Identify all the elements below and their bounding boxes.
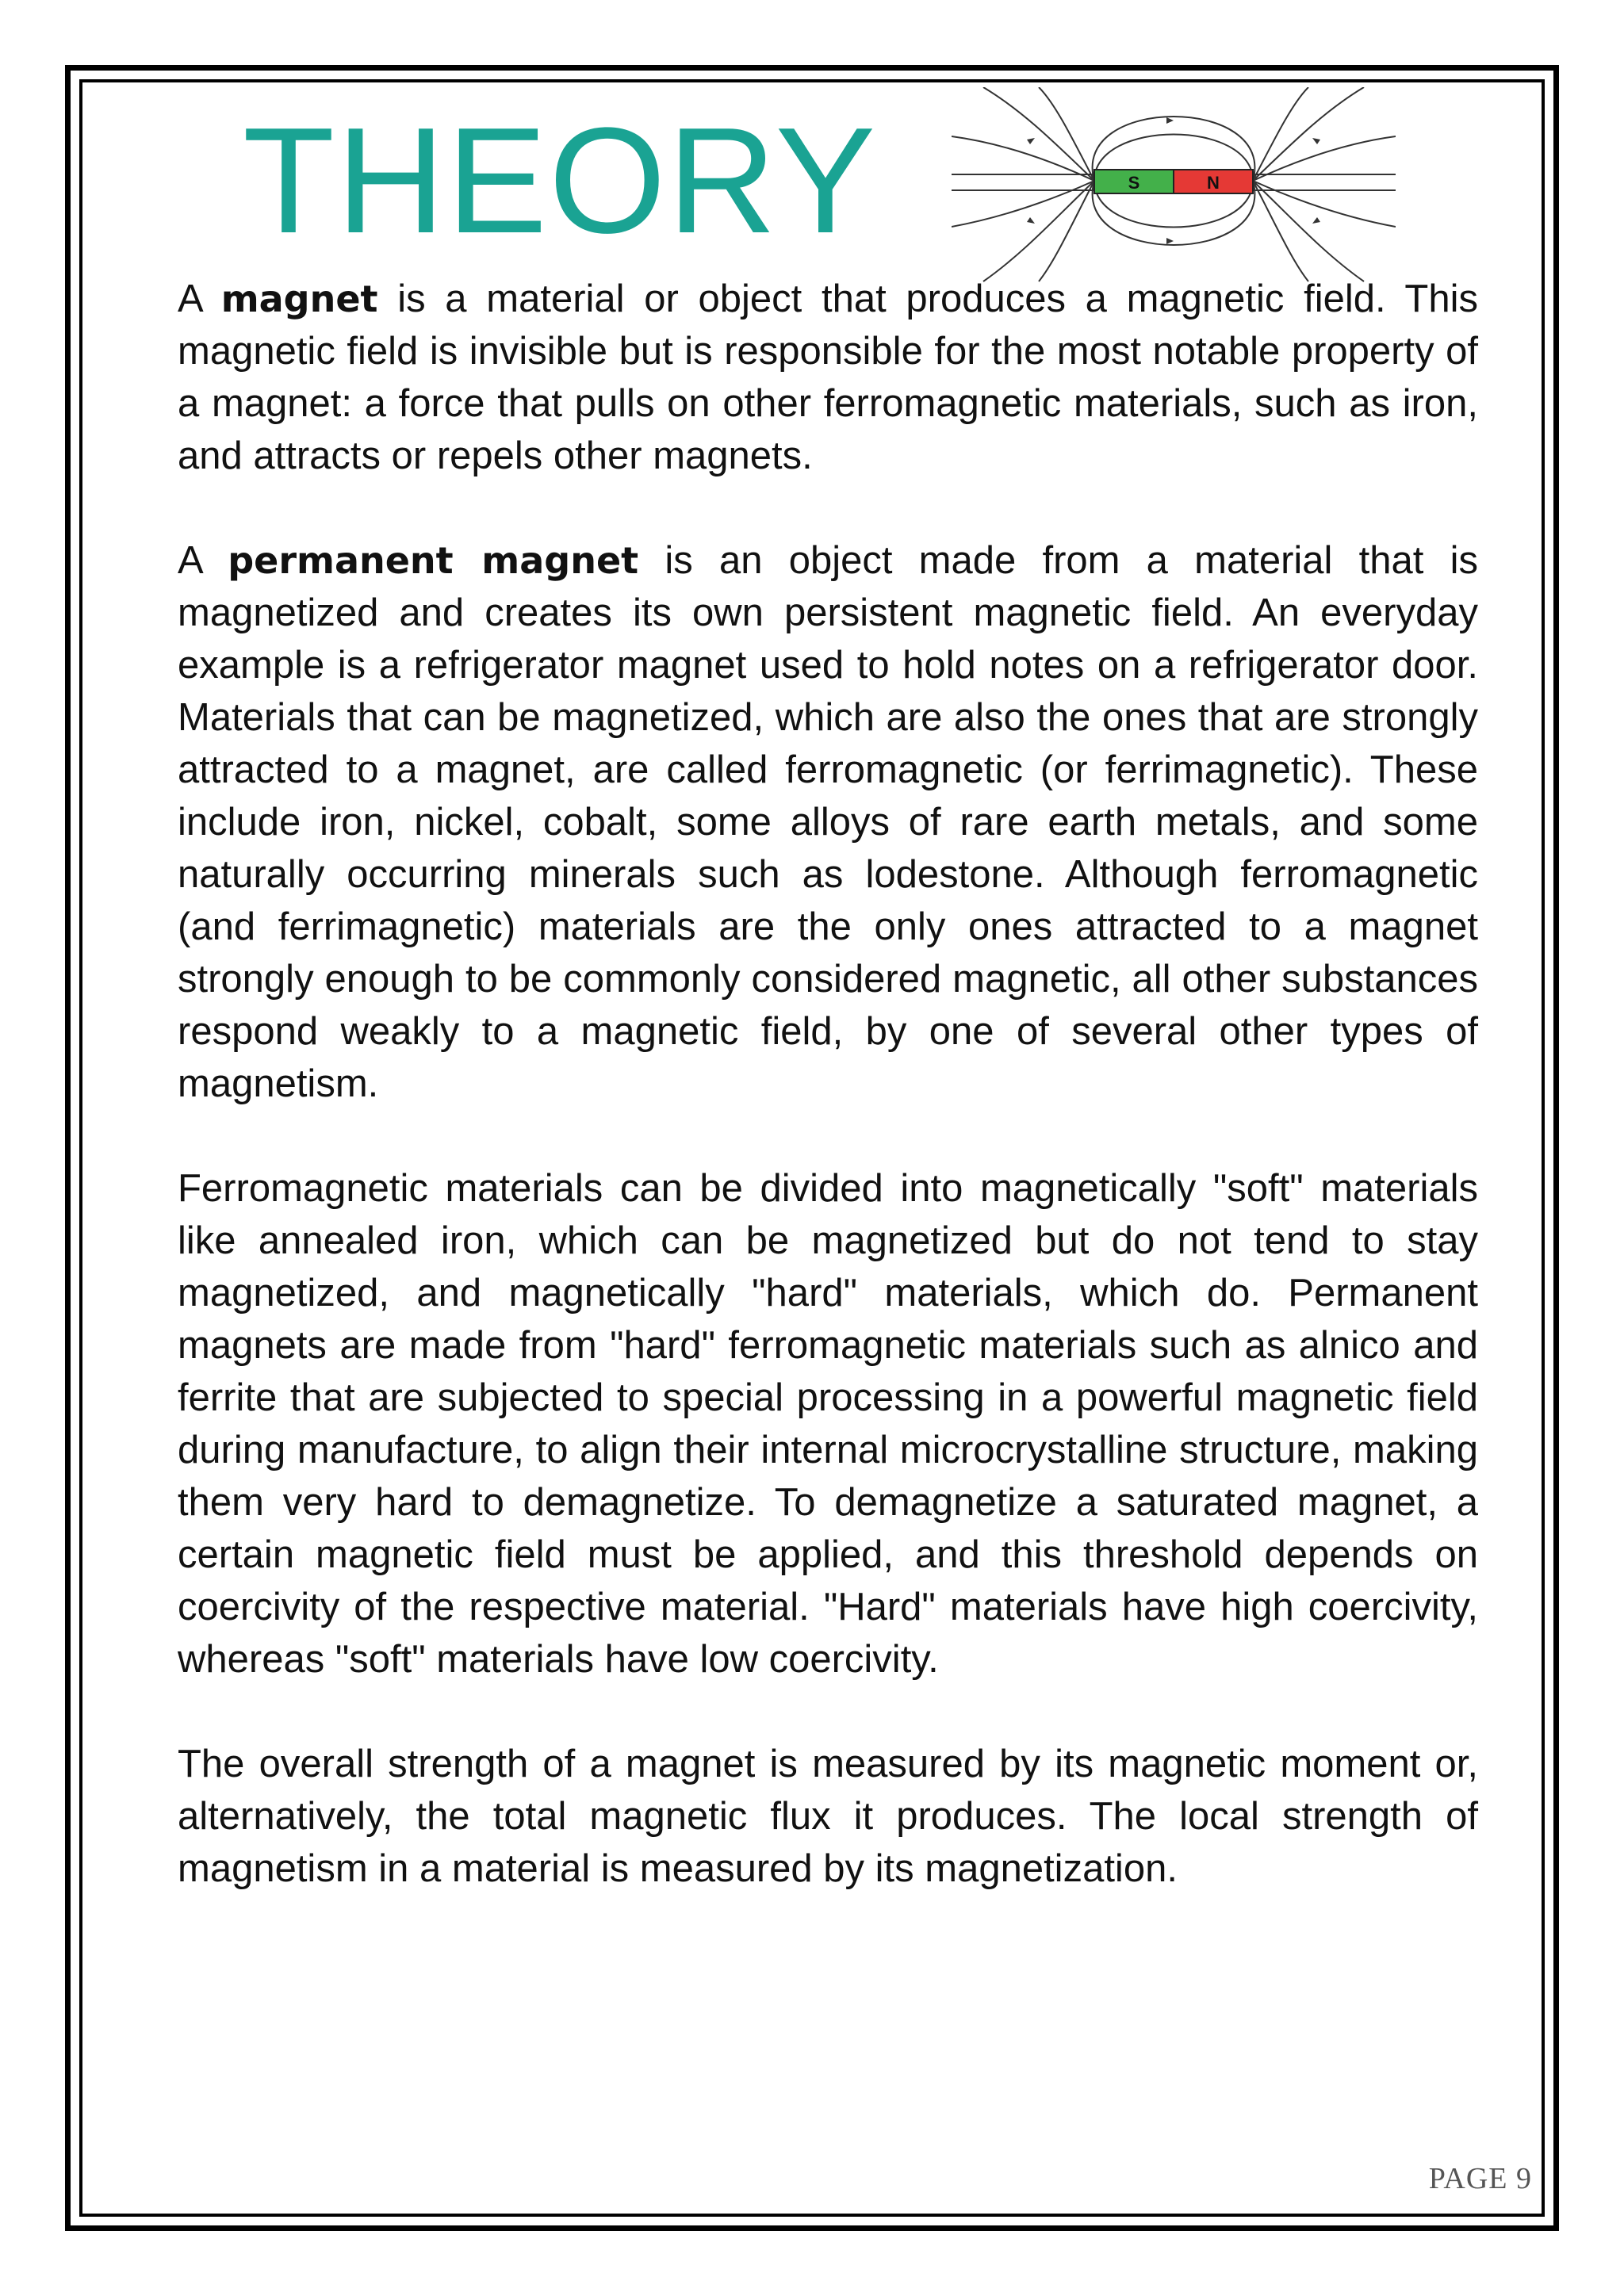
bar-magnet-field-figure bbox=[952, 87, 1396, 285]
paragraph-permanent-magnet bbox=[178, 534, 1478, 1110]
south-pole-label: S bbox=[1128, 173, 1140, 193]
north-pole-label: N bbox=[1207, 173, 1220, 193]
paragraph-text: is an object made from a material that is magnetized and creates its own persistent magnetic field. An everyday example is a refrigerator magnet used to hold notes on a refrigerator door. Materials that can be magnetized, which are also the ones that are strongly attracted to a magnet, are called ferromagnetic (or ferrimagnetic). These include iron, nickel, cobalt, some alloys of rare earth metals, and some naturally occurring minerals such as lodestone. Although ferromagnetic (and ferrimagnetic) materials are the only ones attracted to a magnet strongly enough to be commonly considered magnetic, all other substances respond weakly to a magnetic field, by one of several other types of magnetism. bbox=[178, 539, 1478, 1105]
paragraph-text: A bbox=[178, 539, 228, 582]
page-number: PAGE 9 bbox=[1428, 2162, 1532, 2195]
paragraph-ferromagnetic-materials: Ferromagnetic materials can be divided into magnetically "soft" materials like annealed iron, which can be magnetized but do not tend to stay magnetized, and magnetically "hard" materials, which do. Permanent magnets are made from "hard" ferromagnetic materials such as alnico and ferrite that are subjected to special processing in a powerful magnetic field during manufacture, to align their internal microcrystalline structure, making them very hard to demagnetize. To demagnetize a saturated magnet, a certain magnetic field must be applied, and this threshold depends on coercivity of the respective material. "Hard" materials have high coercivity, whereas "soft" materials have low coercivity. bbox=[178, 1167, 1478, 1681]
term-magnet: magnet bbox=[220, 277, 378, 320]
paragraph-magnet-definition bbox=[178, 273, 1478, 482]
paragraph-magnet-strength: The overall strength of a magnet is measured by its magnetic moment or, alternatively, the total magnetic flux it produces. The local strength of magnetism in a material is measured by its magnetization. bbox=[178, 1743, 1478, 1890]
paragraph-text: is a material or object that produces a magnetic field. This magnetic field is invisible but is responsible for the most notable property of a magnet: a force that pulls on other ferromagnetic materials, such as iron, and attracts or repels other magnets. bbox=[178, 277, 1479, 477]
paragraph-text: A bbox=[178, 277, 221, 320]
theory-body bbox=[178, 273, 1478, 1947]
term-permanent-magnet: permanent magnet bbox=[228, 539, 639, 582]
page-title: THEORY bbox=[243, 97, 878, 265]
